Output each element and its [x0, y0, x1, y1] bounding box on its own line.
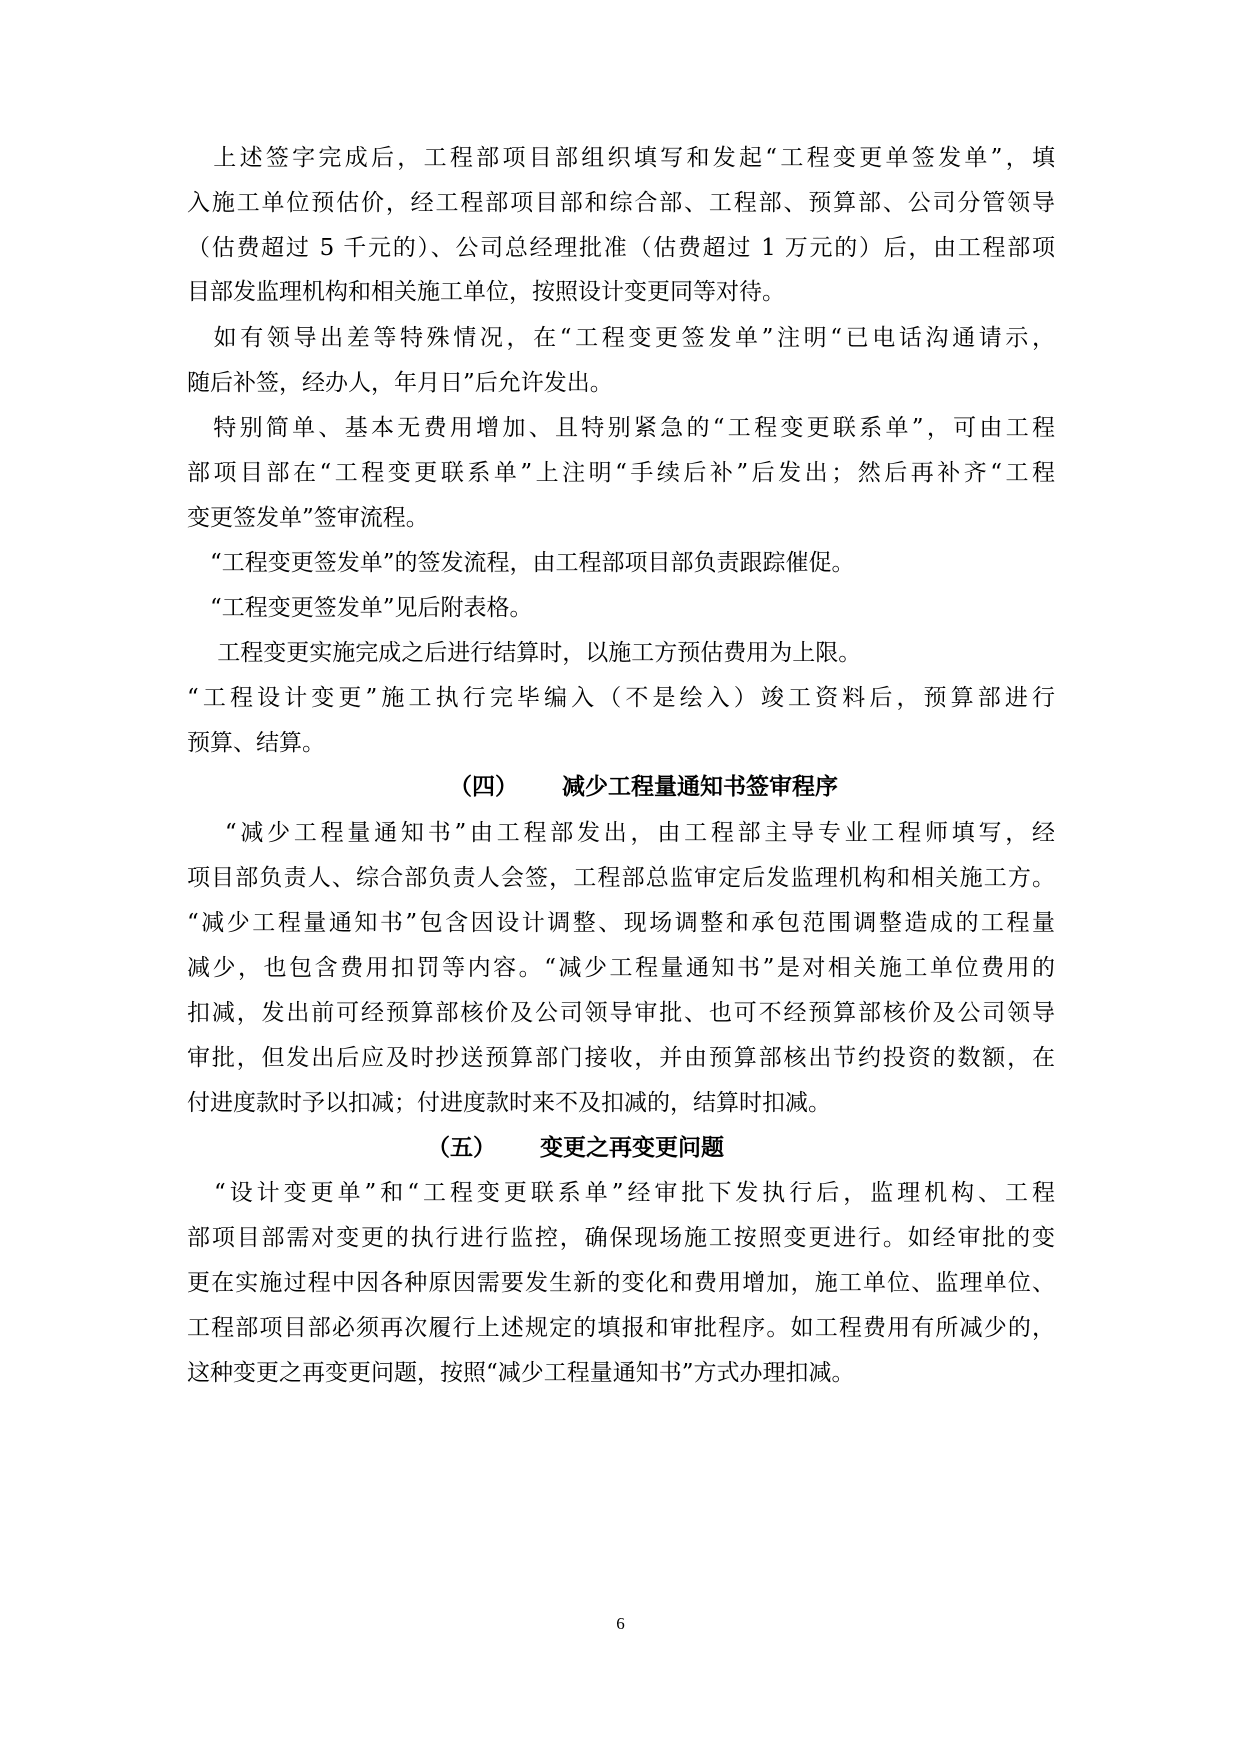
section-heading-4-number: （四）: [449, 773, 518, 800]
section-heading-4-title: 减少工程量通知书签审程序: [562, 773, 838, 800]
paragraph-7-line-1: “工程设计变更”施工执行完毕编入（不是绘入）竣工资料后，预算部进行: [187, 685, 1055, 711]
section-heading-5: [427, 1134, 724, 1162]
paragraph-9-line-5: 这种变更之再变更问题，按照“减少工程量通知书”方式办理扣减。: [187, 1360, 855, 1386]
paragraph-1-line-4: 目部发监理机构和相关施工单位，按照设计变更同等对待。: [187, 279, 785, 305]
paragraph-9-line-4: 工程部项目部必须再次履行上述规定的填报和审批程序。如工程费用有所减少的，: [187, 1315, 1055, 1341]
section-heading-5-title: 变更之再变更问题: [540, 1134, 724, 1161]
page-number: 6: [616, 1614, 625, 1633]
section-heading-5-number: （五）: [427, 1134, 496, 1161]
paragraph-8-line-4: 减少，也包含费用扣罚等内容。“减少工程量通知书”是对相关施工单位费用的: [187, 955, 1055, 981]
paragraph-8-line-7: 付进度款时予以扣减；付进度款时来不及扣减的，结算时扣减。: [187, 1090, 831, 1116]
paragraph-3-line-2: 部项目部在“工程变更联系单”上注明“手续后补”后发出；然后再补齐“工程: [187, 460, 1055, 486]
paragraph-9-line-3: 更在实施过程中因各种原因需要发生新的变化和费用增加，施工单位、监理单位、: [187, 1270, 1055, 1296]
paragraph-2-line-2: 随后补签，经办人，年月日”后允许发出。: [187, 370, 613, 396]
paragraph-2-line-1: 如有领导出差等特殊情况，在“工程变更签发单”注明“已电话沟通请示，: [187, 325, 1055, 351]
paragraph-9-line-2: 部项目部需对变更的执行进行监控，确保现场施工按照变更进行。如经审批的变: [187, 1225, 1055, 1251]
paragraph-4-line-1: “工程变更签发单”的签发流程，由工程部项目部负责跟踪催促。: [187, 550, 855, 576]
section-heading-4: [449, 773, 838, 801]
paragraph-8-line-3: “减少工程量通知书”包含因设计调整、现场调整和承包范围调整造成的工程量: [187, 910, 1055, 936]
paragraph-1-line-3: （估费超过 5 千元的）、公司总经理批准（估费超过 1 万元的）后，由工程部项: [187, 235, 1055, 261]
paragraph-8-line-2: 项目部负责人、综合部负责人会签，工程部总监审定后发监理机构和相关施工方。: [187, 865, 1055, 891]
paragraph-9-line-1: “设计变更单”和“工程变更联系单”经审批下发执行后，监理机构、工程: [187, 1180, 1055, 1206]
paragraph-5-line-1: “工程变更签发单”见后附表格。: [187, 595, 533, 621]
paragraph-7-line-2: 预算、结算。: [187, 730, 325, 756]
paragraph-6-line-1: 工程变更实施完成之后进行结算时，以施工方预估费用为上限。: [187, 640, 862, 666]
paragraph-8-line-1: “减少工程量通知书”由工程部发出，由工程部主导专业工程师填写，经: [187, 820, 1055, 846]
paragraph-1-line-2: 入施工单位预估价，经工程部项目部和综合部、工程部、预算部、公司分管领导: [187, 190, 1055, 216]
paragraph-1-line-1: 上述签字完成后，工程部项目部组织填写和发起“工程变更单签发单”，填: [187, 145, 1055, 171]
paragraph-8-line-6: 审批，但发出后应及时抄送预算部门接收，并由预算部核出节约投资的数额，在: [187, 1045, 1055, 1071]
paragraph-8-line-5: 扣减，发出前可经预算部核价及公司领导审批、也可不经预算部核价及公司领导: [187, 1000, 1055, 1026]
paragraph-3-line-1: 特别简单、基本无费用增加、且特别紧急的“工程变更联系单”，可由工程: [187, 415, 1055, 441]
paragraph-3-line-3: 变更签发单”签审流程。: [187, 505, 429, 531]
